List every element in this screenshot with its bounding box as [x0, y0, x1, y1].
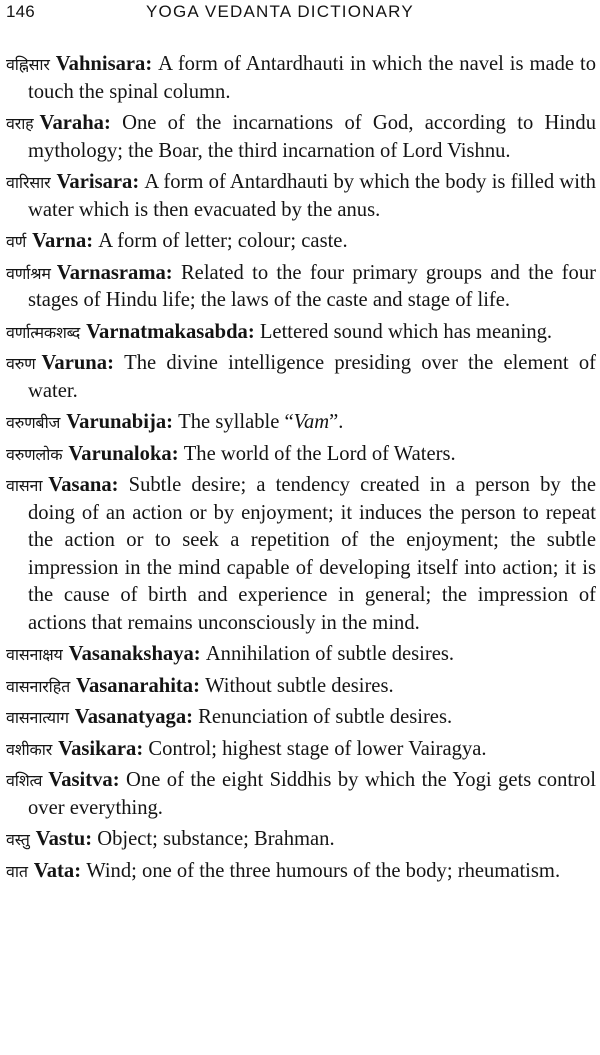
devanagari-term: वासनारहित [6, 676, 70, 696]
entry-term: Varuna [41, 352, 108, 374]
entry-term: Varunabija [66, 411, 167, 433]
entry-definition: The world of the Lord of Waters. [183, 442, 456, 465]
definition-text: The syllable “ [178, 411, 294, 433]
entry-definition: Lettered sound which has meaning. [259, 320, 553, 343]
entry-term: Vastu [35, 828, 86, 850]
dictionary-entry: वासनारहित Vasanarahita: Without subtle desires. [6, 674, 394, 697]
entry-term: Varunaloka [68, 442, 172, 465]
dictionary-entry: वराह Varaha: One of the incarnations of God, according to Hindu mythology; the Boar, the third incarnation of Lord Vishnu. [6, 112, 596, 162]
entry-term: Vasanarahita [75, 674, 194, 697]
entry-definition: Wind; one of the three humours of the body; rheumatism. [86, 859, 561, 882]
entry-term: Varnatmakasabda [86, 320, 248, 343]
devanagari-term: वर्णात्मकशब्द [6, 322, 81, 342]
dictionary-entry: वशित्व Vasitva: One of the eight Siddhis by which the Yogi gets control over everything. [6, 769, 596, 819]
devanagari-term: वर्ण [6, 232, 27, 251]
devanagari-term: वासनाक्षय [6, 645, 63, 664]
dictionary-entry: वरुणलोक Varunaloka: The world of the Lord of Waters. [6, 442, 456, 465]
dictionary-entry: वह्निसार Vahnisara: A form of Antardhauti in which the navel is made to touch the spinal column. [6, 53, 596, 103]
dictionary-entry: वासना Vasana: Subtle desire; a tendency created in a person by the doing of an action or by enjoyment; it induces the person to repeat the action or to seek a repetition of the enjoyment; the subtle impression in the mind capable of developing itself into action; it is the cause of birth and experience in general; the impression of actions that remains unconsciously in the mind. [6, 474, 596, 634]
devanagari-term: वरुणलोक [6, 444, 63, 464]
devanagari-term: वासना [6, 476, 43, 495]
dictionary-entry: वर्णाश्रम Varnasrama: Related to the four primary groups and the four stages of Hindu life; the laws of the caste and stage of life. [6, 261, 596, 311]
devanagari-term: वर्णाश्रम [6, 263, 51, 283]
dictionary-entry: वासनाक्षय Vasanakshaya: Annihilation of subtle desires. [6, 643, 455, 665]
devanagari-term: वासनात्याग [6, 708, 69, 727]
devanagari-term: वरुणबीज [6, 413, 61, 432]
entry-term: Varaha [39, 112, 104, 134]
entry-definition: Subtle desire; a tendency created in a person by the doing of an action or by enjoyment; it induces the person to repeat the action or to seek a repetition of the enjoyment; the subtle impression in the mind capable of developing itself into action; it is the cause of birth and experience in general; the impression of actions that remains unconsciously in the mind. [28, 474, 596, 634]
entry-definition: A form of Antardhauti in which the navel is made to touch the spinal column. [28, 53, 596, 103]
entry-definition: Annihilation of subtle desires. [205, 643, 455, 665]
entry-definition: One of the eight Siddhis by which the Yogi gets control over everything. [28, 769, 596, 819]
entry-term: Varna [32, 230, 87, 252]
page-number: 146 [6, 2, 35, 21]
dictionary-entry: वस्तु Vastu: Object; substance; Brahman. [6, 828, 335, 850]
entry-definition: One of the incarnations of God, according to Hindu mythology; the Boar, the third incarnation of Lord Vishnu. [28, 112, 596, 162]
running-header [6, 2, 596, 24]
definition-italic: Vam [293, 411, 330, 433]
dictionary-entry: वर्ण Varna: A form of letter; colour; caste. [6, 230, 348, 252]
entry-definition: Without subtle desires. [205, 674, 394, 697]
entry-definition [178, 411, 343, 433]
book-title: YOGA VEDANTA DICTIONARY [146, 2, 414, 21]
entry-definition: Object; substance; Brahman. [97, 828, 335, 850]
entry-definition: Control; highest stage of lower Vairagya. [148, 737, 487, 760]
devanagari-term: वारिसार [6, 173, 51, 192]
dictionary-entry: वशीकार Vasikara: Control; highest stage of lower Vairagya. [6, 737, 487, 760]
definition-text: ”. [329, 411, 344, 433]
entry-definition: Renunciation of subtle desires. [198, 706, 453, 728]
entry-term: Vasanatyaga [74, 706, 187, 728]
dictionary-entry: वारिसार Varisara: A form of Antardhauti by which the body is filled with water which is then evacuated by the anus. [6, 171, 596, 221]
entry-definition: The divine intelligence presiding over the element of water. [28, 352, 596, 402]
entry-term: Vasanakshaya [68, 643, 194, 665]
entry-definition: Related to the four primary groups and the four stages of Hindu life; the laws of the caste and stage of life. [28, 261, 596, 311]
dictionary-entries [6, 51, 596, 889]
entry-term: Vasikara [58, 737, 137, 760]
devanagari-term: वरुण [6, 354, 36, 373]
dictionary-entry: वात Vata: Wind; one of the three humours of the body; rheumatism. [6, 859, 561, 882]
entry-term: Vahnisara [55, 53, 146, 75]
devanagari-term: वराह [6, 114, 34, 133]
entry-term: Varnasrama [56, 261, 166, 284]
entry-term: Varisara [56, 171, 133, 193]
dictionary-entry: वरुण Varuna: The divine intelligence presiding over the element of water. [6, 352, 596, 402]
entry-definition: A form of Antardhauti by which the body is filled with water which is then evacuated by the anus. [28, 171, 596, 221]
devanagari-term: वशीकार [6, 739, 53, 759]
devanagari-term: वात [6, 861, 28, 881]
devanagari-term: वशित्व [6, 771, 43, 790]
entry-term: Vata [33, 859, 75, 882]
devanagari-term: वस्तु [6, 830, 30, 849]
dictionary-entry: वरुणबीज Varunabija: The syllable “Vam”. [6, 411, 344, 433]
dictionary-entry: वासनात्याग Vasanatyaga: Renunciation of subtle desires. [6, 706, 453, 728]
entry-term: Vasana [48, 474, 112, 496]
entry-definition: A form of letter; colour; caste. [98, 230, 348, 252]
entry-term: Vasitva [48, 769, 113, 791]
dictionary-entry: वर्णात्मकशब्द Varnatmakasabda: Lettered sound which has meaning. [6, 320, 553, 343]
devanagari-term: वह्निसार [6, 55, 50, 74]
